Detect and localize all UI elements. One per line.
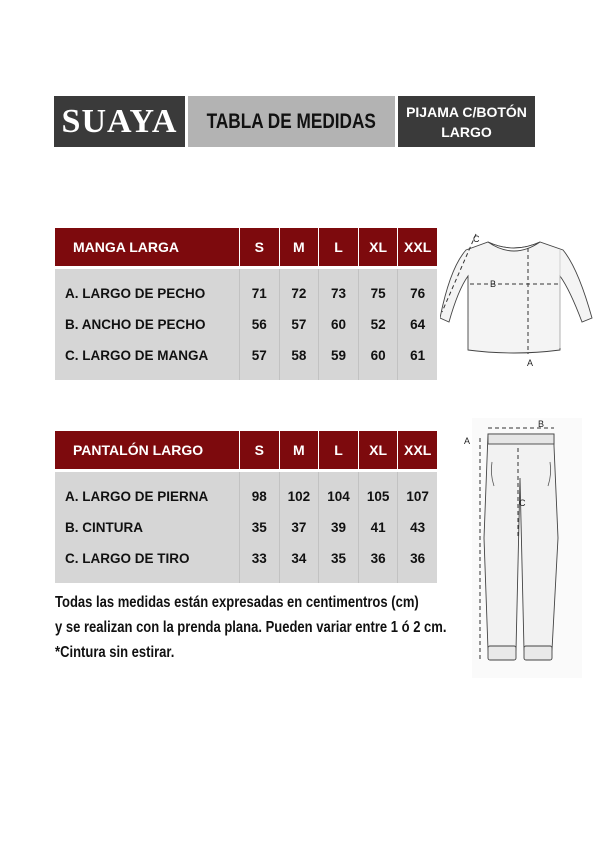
table-cell: 58: [279, 340, 319, 371]
table-cell: 33: [239, 543, 279, 574]
note-line-3: *Cintura sin estirar.: [55, 644, 175, 661]
product-name-line2: LARGO: [441, 123, 492, 140]
table-cell: 75: [358, 278, 398, 309]
shirt-table-title: MANGA LARGA: [73, 239, 180, 255]
table-cell: 37: [279, 512, 319, 543]
table-cell: 60: [318, 309, 358, 340]
pants-diagram: [462, 418, 582, 678]
pants-table-header: [55, 431, 437, 469]
note-line-1: Todas las medidas están expresadas en centimentros (cm): [55, 594, 419, 611]
table-cell: 35: [239, 512, 279, 543]
page-title-text: TABLA DE MEDIDAS: [206, 109, 377, 133]
table-cell: 102: [279, 481, 319, 512]
pants-size-table: [55, 431, 437, 583]
measurement-note: [55, 590, 455, 665]
table-cell: 39: [318, 512, 358, 543]
row-label: B. CINTURA: [65, 520, 143, 535]
pants-table-title: PANTALÓN LARGO: [73, 442, 204, 458]
table-row: [55, 309, 437, 340]
table-cell: 61: [397, 340, 437, 371]
table-cell: 104: [318, 481, 358, 512]
table-row: [55, 512, 437, 543]
table-cell: 98: [239, 481, 279, 512]
table-cell: 41: [358, 512, 398, 543]
table-row: [55, 543, 437, 574]
row-label: B. ANCHO DE PECHO: [65, 317, 206, 332]
page-title: [188, 96, 395, 147]
table-cell: 73: [318, 278, 358, 309]
table-cell: 56: [239, 309, 279, 340]
size-header: XXL: [397, 431, 437, 469]
table-row: [55, 481, 437, 512]
pants-label-c: C: [519, 498, 526, 508]
pants-table-body: [55, 472, 437, 583]
table-row: [55, 278, 437, 309]
product-name: [398, 96, 535, 147]
size-header: L: [318, 228, 358, 266]
table-row: [55, 340, 437, 371]
row-label: A. LARGO DE PIERNA: [65, 489, 209, 504]
table-cell: 107: [397, 481, 437, 512]
shirt-table-header: [55, 228, 437, 266]
table-cell: 35: [318, 543, 358, 574]
table-cell: 57: [239, 340, 279, 371]
table-cell: 36: [397, 543, 437, 574]
row-label: C. LARGO DE MANGA: [65, 348, 209, 363]
shirt-size-table: [55, 228, 437, 380]
table-cell: 36: [358, 543, 398, 574]
table-cell: 60: [358, 340, 398, 371]
table-cell: 43: [397, 512, 437, 543]
size-header: XL: [358, 431, 398, 469]
size-header: L: [318, 431, 358, 469]
pants-label-a: A: [464, 436, 471, 446]
size-header: M: [279, 431, 319, 469]
table-cell: 105: [358, 481, 398, 512]
table-cell: 57: [279, 309, 319, 340]
shirt-label-c: C: [473, 234, 480, 244]
table-cell: 72: [279, 278, 319, 309]
pants-label-b: B: [538, 419, 545, 429]
size-header: S: [239, 228, 279, 266]
brand-name: SUAYA: [61, 102, 178, 140]
table-cell: 64: [397, 309, 437, 340]
note-line-2: y se realizan con la prenda plana. Pueden variar entre 1 ó 2 cm.: [55, 619, 447, 636]
size-header: S: [239, 431, 279, 469]
shirt-diagram: [440, 228, 595, 373]
table-cell: 52: [358, 309, 398, 340]
size-header: M: [279, 228, 319, 266]
table-cell: 59: [318, 340, 358, 371]
size-header: XXL: [397, 228, 437, 266]
table-cell: 34: [279, 543, 319, 574]
table-cell: 71: [239, 278, 279, 309]
shirt-label-b: B: [490, 279, 497, 289]
row-label: C. LARGO DE TIRO: [65, 551, 190, 566]
brand-logo: [54, 96, 185, 147]
shirt-label-a: A: [527, 358, 534, 368]
row-label: A. LARGO DE PECHO: [65, 286, 206, 301]
product-name-line1: PIJAMA C/BOTÓN: [406, 103, 527, 120]
shirt-table-body: [55, 269, 437, 380]
size-header: XL: [358, 228, 398, 266]
table-cell: 76: [397, 278, 437, 309]
